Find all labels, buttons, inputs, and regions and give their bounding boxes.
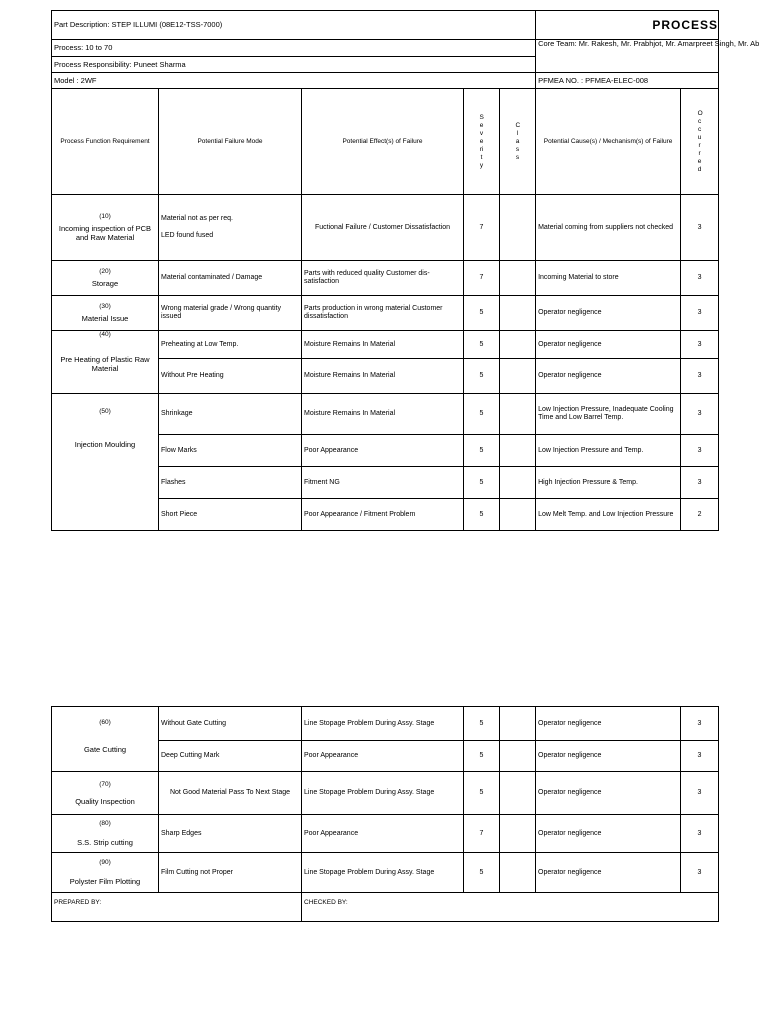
failure-cause: Operator negligence — [536, 772, 681, 815]
failure-effect: Line Stopage Problem During Assy. Stage — [302, 772, 464, 815]
pfmea-table-bottom — [51, 706, 719, 922]
occurrence-value: 3 — [681, 853, 719, 893]
failure-effect: Parts with reduced quality Customer dis-satisfaction — [302, 261, 464, 296]
occurrence-value: 3 — [681, 394, 719, 435]
step-name: Gate Cutting — [83, 745, 127, 754]
step-number: (50) — [99, 408, 111, 415]
table-row — [52, 707, 719, 741]
failure-effect: Moisture Remains In Material — [302, 331, 464, 359]
failure-mode: Flashes — [159, 467, 302, 499]
failure-effect: Poor Appearance — [302, 435, 464, 467]
failure-cause: Operator negligence — [536, 853, 681, 893]
checked-by: CHECKED BY: — [302, 893, 719, 922]
failure-effect: Parts production in wrong material Customer dissatisfaction — [302, 296, 464, 331]
step-name: Injection Moulding — [74, 440, 136, 449]
failure-effect: Poor Appearance / Fitment Problem — [302, 499, 464, 531]
failure-mode: Without Gate Cutting — [159, 707, 302, 741]
failure-cause: Operator negligence — [536, 331, 681, 359]
severity-value: 5 — [464, 499, 500, 531]
failure-cause: Operator negligence — [536, 741, 681, 772]
core-team: Core Team: Mr. Rakesh, Mr. Prabhjot, Mr. Amarpreet Singh, Mr. Ab — [536, 40, 719, 73]
step-name: Polyster Film Plotting — [69, 877, 141, 886]
failure-cause: Low Melt Temp. and Low Injection Pressure — [536, 499, 681, 531]
occurrence-value: 3 — [681, 296, 719, 331]
failure-effect: Fitment NG — [302, 467, 464, 499]
signature-row — [52, 893, 719, 922]
col-severity: Severity — [479, 113, 484, 169]
failure-mode: LED found fused — [161, 232, 214, 239]
occurrence-value: 2 — [681, 499, 719, 531]
table-row — [52, 853, 719, 893]
col-failure-mode: Potential Failure Mode — [159, 89, 302, 195]
occurrence-value: 3 — [681, 331, 719, 359]
failure-mode: Wrong material grade / Wrong quantity issued — [159, 296, 302, 331]
step-name: Quality Inspection — [75, 796, 135, 806]
process-range: Process: 10 to 70 — [52, 40, 536, 57]
model: Model : 2WF — [52, 73, 536, 89]
failure-mode: Short Piece — [159, 499, 302, 531]
failure-mode: Material contaminated / Damage — [159, 261, 302, 296]
severity-value: 5 — [464, 853, 500, 893]
failure-mode: Flow Marks — [159, 435, 302, 467]
failure-mode: Not Good Material Pass To Next Stage — [159, 772, 302, 815]
occurrence-value: 3 — [681, 261, 719, 296]
occurrence-value: 3 — [681, 435, 719, 467]
occurrence-value: 3 — [681, 195, 719, 261]
step-name: Incoming inspection of PCB and Raw Material — [58, 224, 152, 242]
occurrence-value: 3 — [681, 359, 719, 394]
occurrence-value: 3 — [681, 467, 719, 499]
col-process-function: Process Function Requirement — [52, 89, 159, 195]
severity-value: 5 — [464, 359, 500, 394]
severity-value: 5 — [464, 707, 500, 741]
severity-value: 5 — [464, 296, 500, 331]
failure-cause: Incoming Material to store — [536, 261, 681, 296]
failure-mode: Deep Cutting Mark — [159, 741, 302, 772]
table-row — [52, 195, 719, 261]
severity-value: 5 — [464, 772, 500, 815]
occurrence-value: 3 — [681, 707, 719, 741]
failure-cause: Operator negligence — [536, 296, 681, 331]
severity-value: 7 — [464, 195, 500, 261]
table-row — [52, 815, 719, 853]
failure-cause: Low Injection Pressure, Inadequate Cooling Time and Low Barrel Temp. — [536, 394, 681, 435]
failure-effect: Moisture Remains In Material — [302, 359, 464, 394]
failure-effect: Poor Appearance — [302, 815, 464, 853]
col-causes: Potential Cause(s) / Mechanism(s) of Failure — [536, 89, 681, 195]
step-number: (20) — [99, 268, 111, 275]
document-title: PROCESS — [536, 11, 719, 40]
step-name: Storage — [91, 279, 119, 288]
step-name: Material Issue — [81, 314, 129, 323]
failure-cause: Low Injection Pressure and Temp. — [536, 435, 681, 467]
pfmea-number: PFMEA NO. : PFMEA-ELEC-008 — [536, 73, 719, 89]
failure-mode: Film Cutting not Proper — [159, 853, 302, 893]
failure-cause: Operator negligence — [536, 359, 681, 394]
failure-effect: Poor Appearance — [302, 741, 464, 772]
step-name: Pre Heating of Plastic Raw Material — [60, 355, 150, 373]
table-row — [52, 394, 719, 435]
pfmea-table-top — [51, 10, 760, 531]
failure-mode: Sharp Edges — [159, 815, 302, 853]
failure-mode: Shrinkage — [159, 394, 302, 435]
col-effects: Potential Effect(s) of Failure — [302, 89, 464, 195]
table-row — [52, 261, 719, 296]
table-row — [52, 772, 719, 815]
col-class: Class — [515, 121, 521, 161]
step-number: (10) — [99, 213, 111, 220]
severity-value: 5 — [464, 467, 500, 499]
prepared-by: PREPARED BY: — [52, 893, 302, 922]
col-occurrence: Occurred — [697, 109, 703, 173]
failure-cause: High Injection Pressure & Temp. — [536, 467, 681, 499]
step-number: (40) — [99, 331, 111, 338]
step-number: (90) — [99, 859, 111, 866]
occurrence-value: 3 — [681, 815, 719, 853]
process-responsibility: Process Responsibility: Puneet Sharma — [52, 57, 536, 73]
step-number: (30) — [99, 303, 111, 310]
failure-cause: Operator negligence — [536, 815, 681, 853]
severity-value: 7 — [464, 261, 500, 296]
severity-value: 7 — [464, 815, 500, 853]
failure-cause: Operator negligence — [536, 707, 681, 741]
failure-mode: Preheating at Low Temp. — [159, 331, 302, 359]
failure-cause: Material coming from suppliers not checked — [536, 195, 681, 261]
failure-effect: Moisture Remains In Material — [302, 394, 464, 435]
step-name: S.S. Strip cutting — [77, 838, 133, 847]
severity-value: 5 — [464, 435, 500, 467]
failure-effect: Line Stopage Problem During Assy. Stage — [302, 707, 464, 741]
failure-mode: Without Pre Heating — [159, 359, 302, 394]
occurrence-value: 3 — [681, 741, 719, 772]
failure-effect: Line Stopage Problem During Assy. Stage — [302, 853, 464, 893]
severity-value: 5 — [464, 331, 500, 359]
step-number: (70) — [99, 780, 111, 788]
table-row — [52, 296, 719, 331]
part-description: Part Description: STEP ILLUMI (08E12-TSS-7000) — [52, 11, 536, 40]
severity-value: 5 — [464, 741, 500, 772]
step-number: (80) — [99, 820, 111, 827]
occurrence-value: 3 — [681, 772, 719, 815]
table-row — [52, 331, 719, 359]
severity-value: 5 — [464, 394, 500, 435]
step-number: (60) — [99, 719, 111, 726]
failure-mode: Material not as per req. — [161, 215, 233, 222]
failure-effect: Fuctional Failure / Customer Dissatisfaction — [302, 195, 464, 261]
